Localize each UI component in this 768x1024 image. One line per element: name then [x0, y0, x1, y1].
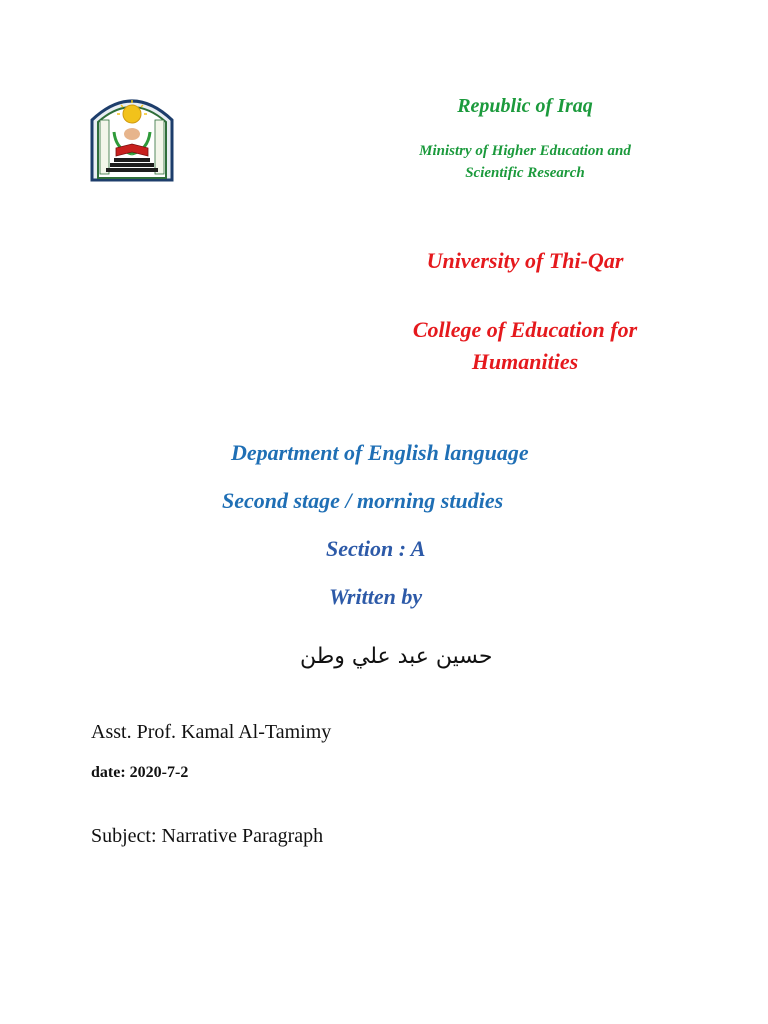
supervisor-line: Asst. Prof. Kamal Al-Tamimy — [91, 721, 332, 743]
subject-line: Subject: Narrative Paragraph — [91, 825, 324, 847]
author-name: حسين عبد علي وطن — [300, 644, 493, 669]
ministry-line-1: Ministry of Higher Education and — [419, 143, 631, 159]
department-line: Department of English language — [231, 440, 529, 465]
written-by-label: Written by — [329, 584, 423, 609]
date-line: date: 2020-7-2 — [91, 764, 189, 781]
college-heading — [380, 314, 670, 378]
university-heading: University of Thi-Qar — [426, 248, 624, 273]
university-seal-icon — [86, 90, 178, 182]
college-line-2: Humanities — [471, 349, 579, 374]
country-heading: Republic of Iraq — [457, 95, 593, 117]
college-line-1: College of Education for — [412, 317, 638, 342]
ministry-line-2: Scientific Research — [465, 165, 585, 181]
stage-line: Second stage / morning studies — [222, 488, 504, 513]
section-line: Section : A — [326, 536, 426, 561]
ministry-heading — [380, 140, 670, 184]
